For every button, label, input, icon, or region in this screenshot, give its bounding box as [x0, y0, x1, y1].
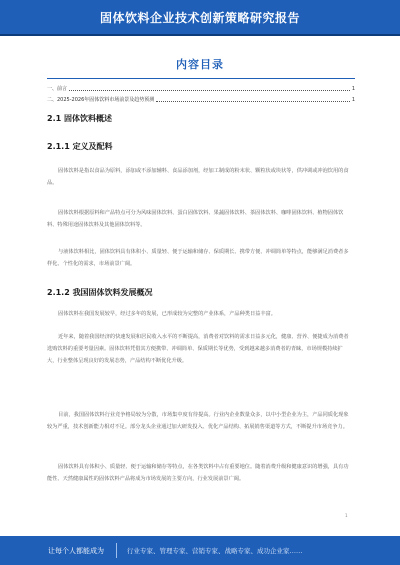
toc-entry-2[interactable]	[47, 96, 355, 103]
toc-leader-dots	[156, 101, 350, 102]
paragraph-advantages: 与液体饮料相比，固体饮料具有体积小、质量轻、便于运输和储存、保质期长、携带方便、冲调简单等特点，能够满足消费者多样化、个性化的需求，市场前景广阔。	[47, 249, 349, 267]
toc-entry-label: 一、前言	[47, 86, 68, 92]
page-number: 1	[345, 513, 348, 518]
section-heading-2-1-1: 2.1.1 定义及配料	[47, 142, 113, 151]
section-heading-2-1: 2.1 固体饮料概述	[47, 114, 112, 123]
paragraph-overview: 固体饮料在我国发展较早，经过多年的发展，已形成较为完整的产业体系，产品种类日益丰富。	[58, 311, 276, 317]
header-accent-line	[0, 34, 400, 36]
footer-slogan: 让每个人都能成为	[48, 546, 104, 555]
paragraph-classification: 固体饮料根据原料和产品特点可分为风味固体饮料、蛋白固体饮料、果蔬固体饮料、茶固体饮料、咖啡固体饮料、植物固体饮料、特殊用途固体饮料及其他固体饮料等。	[47, 210, 344, 228]
paragraph-competition: 目前，我国固体饮料行业竞争格局较为分散，市场集中度有待提高。行业内企业数量众多，以中小型企业为主，产品同质化现象较为严重，技术创新能力相对不足。部分龙头企业通过加大研发投入、优化产品结构、拓展销售渠道等方式，不断提升市场竞争力。	[47, 412, 349, 430]
footer-divider	[116, 543, 117, 558]
paragraph-definition: 固体饮料是指以食品为原料，添加或不添加辅料、食品添加剂，经加工制成的粉末状、颗粒状或块状等，供冲调或冲泡饮用的食品。	[47, 168, 349, 186]
section-heading-2-1-2: 2.1.2 我国固体饮料发展概况	[47, 288, 153, 297]
toc-leader-dots	[69, 90, 350, 91]
toc-title: 内容目录	[176, 58, 224, 71]
toc-entry-label: 二、2025-2026年固体饮料市场前景及趋势预测	[47, 97, 155, 103]
paragraph-market-growth: 近年来，随着我国经济的快速发展和居民收入水平的不断提高，消费者对饮料的需求日益多元化，健康、营养、便捷成为消费者选购饮料的重要考量因素。固体饮料凭借其方便携带、冲调简单、保质期长等优势，受到越来越多消费者的青睐，市场规模持续扩大，行业整体呈现良好的发展态势，产品结构不断优化升级。	[47, 334, 349, 364]
toc-entry-page: 1	[351, 97, 355, 103]
paragraph-outlook: 固体饮料具有体积小、质量轻、便于运输和储存等特点，在各类饮料中占有重要地位。随着消费升级和健康意识的增强，具有功能性、天然健康属性的固体饮料产品将成为市场发展的主要方向，行业发展前景广阔。	[47, 464, 349, 482]
toc-divider	[47, 78, 355, 79]
report-header	[0, 0, 400, 34]
report-title: 固体饮料企业技术创新策略研究报告	[99, 10, 300, 25]
footer-tagline: 行业专家、管理专家、营销专家、战略专家、成功企业家……	[127, 547, 303, 555]
toc-entry-page: 1	[351, 86, 355, 92]
footer-banner	[0, 536, 400, 565]
toc-entry-1[interactable]	[47, 85, 355, 92]
